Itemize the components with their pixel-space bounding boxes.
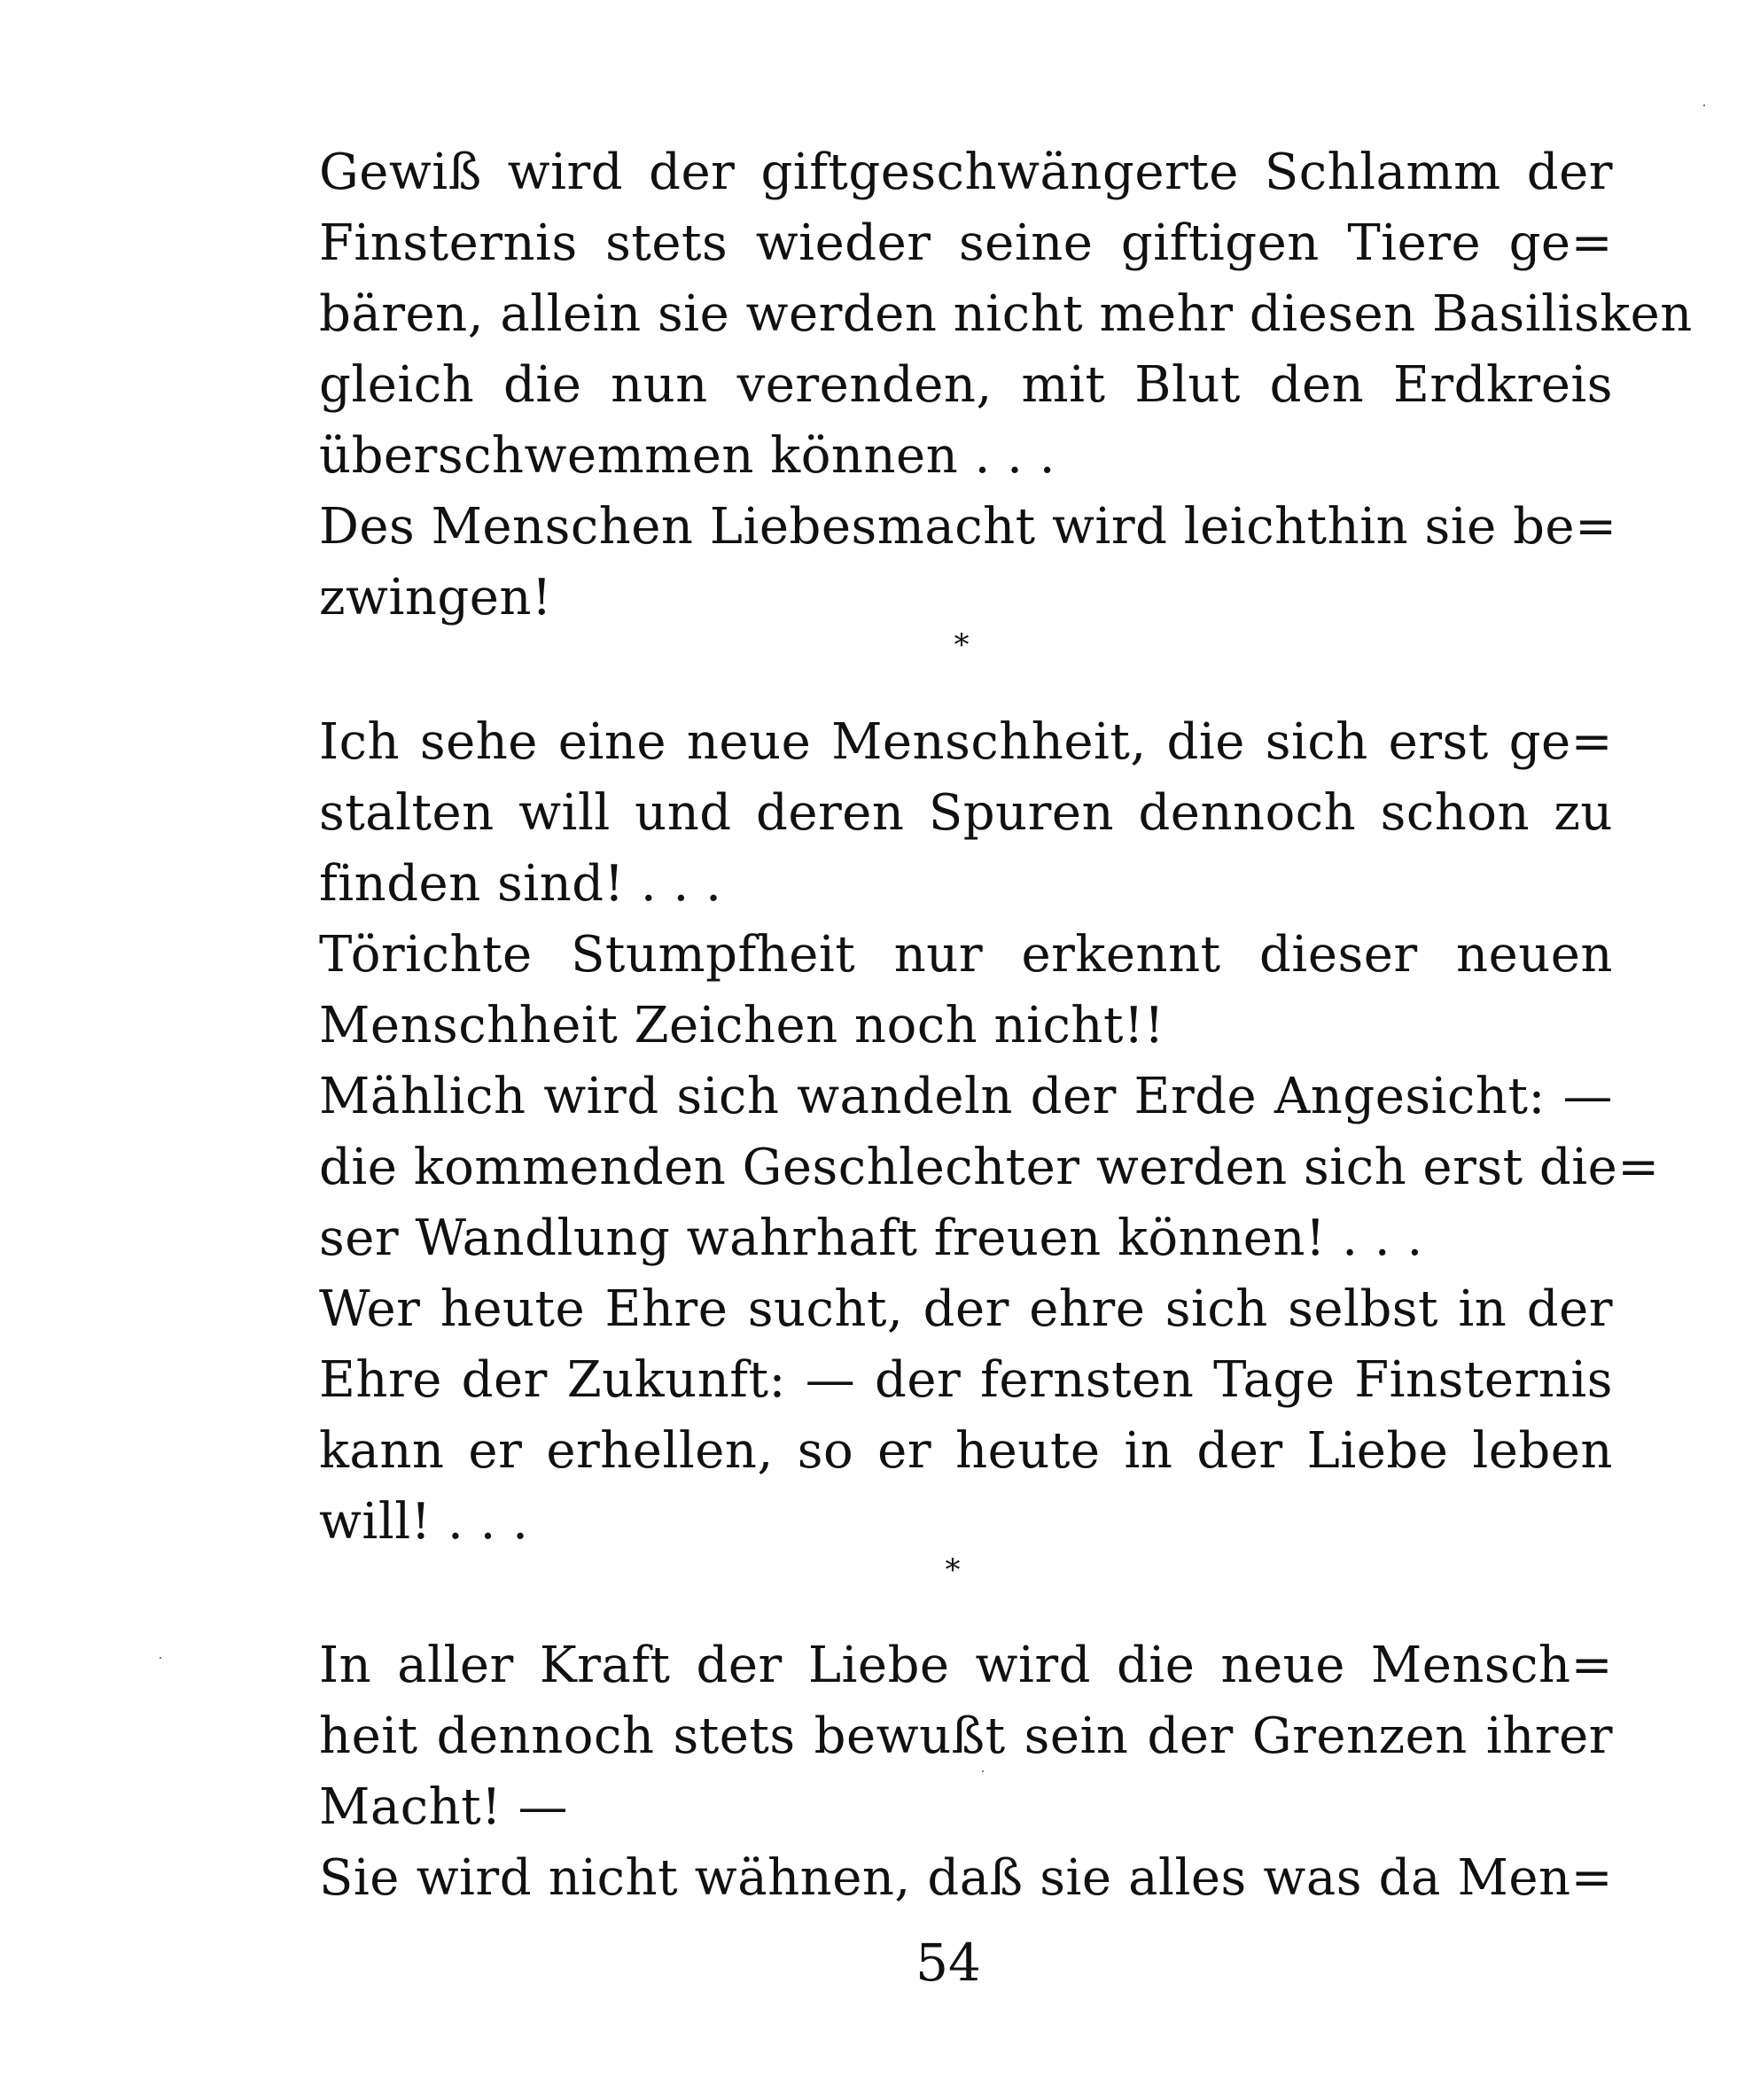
text-line: zwingen! <box>319 569 552 626</box>
text-line: Ehre der Zukunft: — der fernsten Tage Finsternis <box>319 1351 1613 1409</box>
text-line: Macht! — <box>319 1778 568 1836</box>
text-line: gleich die nun verenden, mit Blut den Erdkreis <box>319 356 1613 414</box>
scan-speck <box>1703 105 1705 106</box>
paragraph-section-1 <box>319 137 1693 634</box>
scan-speck <box>982 1770 984 1772</box>
text-line: In aller Kraft der Liebe wird die neue Mensch= <box>319 1637 1613 1694</box>
text-line: die kommenden Geschlechter werden sich erst die= <box>319 1139 1660 1196</box>
text-line: will! . . . <box>319 1493 529 1551</box>
text-line: bären, allein sie werden nicht mehr diesen Basilisken <box>319 285 1693 343</box>
text-line: heit dennoch stets bewußt sein der Grenzen ihrer <box>319 1707 1613 1765</box>
text-line: finden sind! . . . <box>319 855 722 913</box>
text-line: ser Wandlung wahrhaft freuen können! . . . <box>319 1209 1423 1267</box>
text-line: Törichte Stumpfheit nur erkennt dieser neuen <box>319 926 1613 984</box>
text-line: Menschheit Zeichen noch nicht!! <box>319 997 1164 1054</box>
text-line: Gewiß wird der giftgeschwängerte Schlamm der <box>319 144 1613 201</box>
section-separator-star: * <box>954 627 970 663</box>
text-line: Sie wird nicht wähnen, daß sie alles was da Men= <box>319 1849 1613 1907</box>
text-line: Ich sehe eine neue Menschheit, die sich erst ge= <box>319 713 1613 771</box>
text-line: kann er erhellen, so er heute in der Liebe leben <box>319 1422 1613 1480</box>
paragraph-section-3 <box>319 1630 1613 1914</box>
text-line: Finsternis stets wieder seine giftigen Tiere ge= <box>319 214 1613 272</box>
text-line: stalten will und deren Spuren dennoch schon zu <box>319 784 1613 842</box>
text-line: Wer heute Ehre sucht, der ehre sich selbst in der <box>319 1280 1613 1338</box>
text-line: Des Menschen Liebesmacht wird leichthin sie be= <box>319 498 1617 556</box>
section-separator-star: * <box>945 1552 961 1588</box>
scan-speck <box>160 1657 161 1659</box>
paragraph-section-2 <box>319 707 1660 1558</box>
text-line: überschwemmen können . . . <box>319 427 1056 485</box>
page-number: 54 <box>915 1933 981 1993</box>
text-line: Mählich wird sich wandeln der Erde Angesicht: — <box>319 1068 1613 1125</box>
